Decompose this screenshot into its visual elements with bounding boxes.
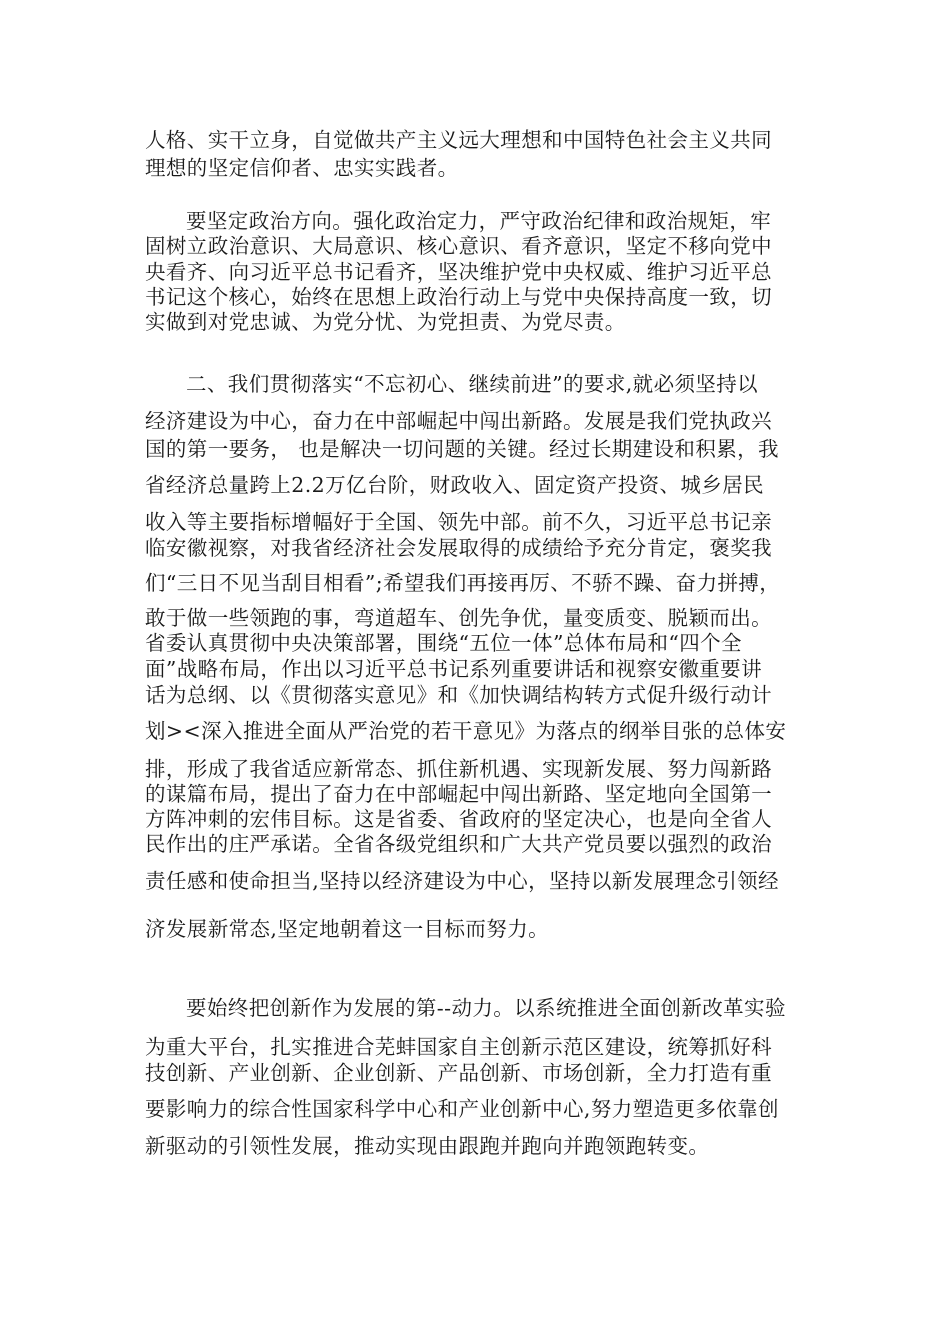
text-line: 理想的坚定信仰者、忠实实践者。 — [145, 156, 459, 180]
paragraph-start-line: 要坚定政治方向。强化政治定力，严守政治纪律和政治规矩，牢 — [186, 209, 772, 233]
text-line: 经济建设为中心，奋力在中部崛起中闯出新路。发展是我们党执政兴 — [145, 409, 772, 433]
text-line: 们“三日不见当刮目相看”;希望我们再接再厉、不骄不躁、奋力拼搏， — [145, 571, 781, 595]
text-line: 临安徽视察，对我省经济社会发展取得的成绩给予充分肯定，褒奖我 — [145, 536, 772, 560]
text-line: 排，形成了我省适应新常态、抓住新机遇、实现新发展、努力闯新路 — [145, 757, 772, 781]
text-line: 方阵冲刺的宏伟目标。这是省委、省政府的坚定决心，也是向全省人 — [145, 807, 772, 831]
paragraph-start-line: 要始终把创新作为发展的第--动力。以系统推进全面创新改革实验 — [186, 996, 786, 1020]
text-line: 技创新、产业创新、企业创新、产品创新、市场创新，全力打造有重 — [145, 1061, 772, 1085]
text-line: 责任感和使命担当,坚持以经济建设为中心，坚持以新发展理念引领经 — [145, 869, 779, 893]
text-line: 要影响力的综合性国家科学中心和产业创新中心,努力塑造更多依靠创 — [145, 1097, 779, 1121]
text-line: 民作出的庄严承诺。全省各级党组织和广大共产党员要以强烈的政治 — [145, 832, 772, 856]
text-line: 新驱动的引领性发展，推动实现由跟跑并跑向并跑领跑转变。 — [145, 1134, 710, 1158]
text-line: 话为总纲、以《贯彻落实意见》和《加快调结构转方式促升级行动计 — [145, 683, 772, 707]
text-line: 的谋篇布局，提出了奋力在中部崛起中闯出新路、坚定地向全国第一 — [145, 782, 772, 806]
text-line: 收入等主要指标增幅好于全国、领先中部。前不久，习近平总书记亲 — [145, 510, 772, 534]
text-line: 固树立政治意识、大局意识、核心意识、看齐意识，坚定不移向党中 — [145, 234, 772, 258]
text-line: 实做到对党忠诚、为党分忧、为党担责、为党尽责。 — [145, 310, 626, 334]
text-line: 书记这个核心，始终在思想上政治行动上与党中央保持高度一致，切 — [145, 285, 772, 309]
text-line: 面”战略布局，作出以习近平总书记系列重要讲话和视察安徽重要讲 — [145, 657, 762, 681]
text-line: 人格、实干立身，自觉做共产主义远大理想和中国特色社会主义共同 — [145, 128, 772, 152]
text-line: 央看齐、向习近平总书记看齐，坚决维护党中央权威、维护习近平总 — [145, 260, 772, 284]
text-line: 敢于做一些领跑的事，弯道超车、创先争优，量变质变、脱颖而出。 — [145, 606, 772, 630]
text-line: 国的第一要务， 也是解决一切问题的关键。经过长期建设和积累，我 — [145, 437, 779, 461]
text-line: 为重大平台，扎实推进合芜蚌国家自主创新示范区建设，统筹抓好科 — [145, 1035, 772, 1059]
text-line: 省委认真贯彻中央决策部署，围绕“五位一体”总体布局和“四个全 — [145, 631, 742, 655]
section-heading-line: 二、我们贯彻落实“不忘初心、继续前进”的要求,就必须坚持以 — [186, 372, 759, 396]
text-line: 济发展新常态,坚定地朝着这一目标而努力。 — [145, 917, 550, 941]
text-line: 划><深入推进全面从严治党的若干意见》为落点的纲举目张的总体安 — [145, 719, 787, 743]
text-line: 省经济总量跨上2.2万亿台阶，财政收入、固定资产投资、城乡居民 — [145, 473, 764, 497]
